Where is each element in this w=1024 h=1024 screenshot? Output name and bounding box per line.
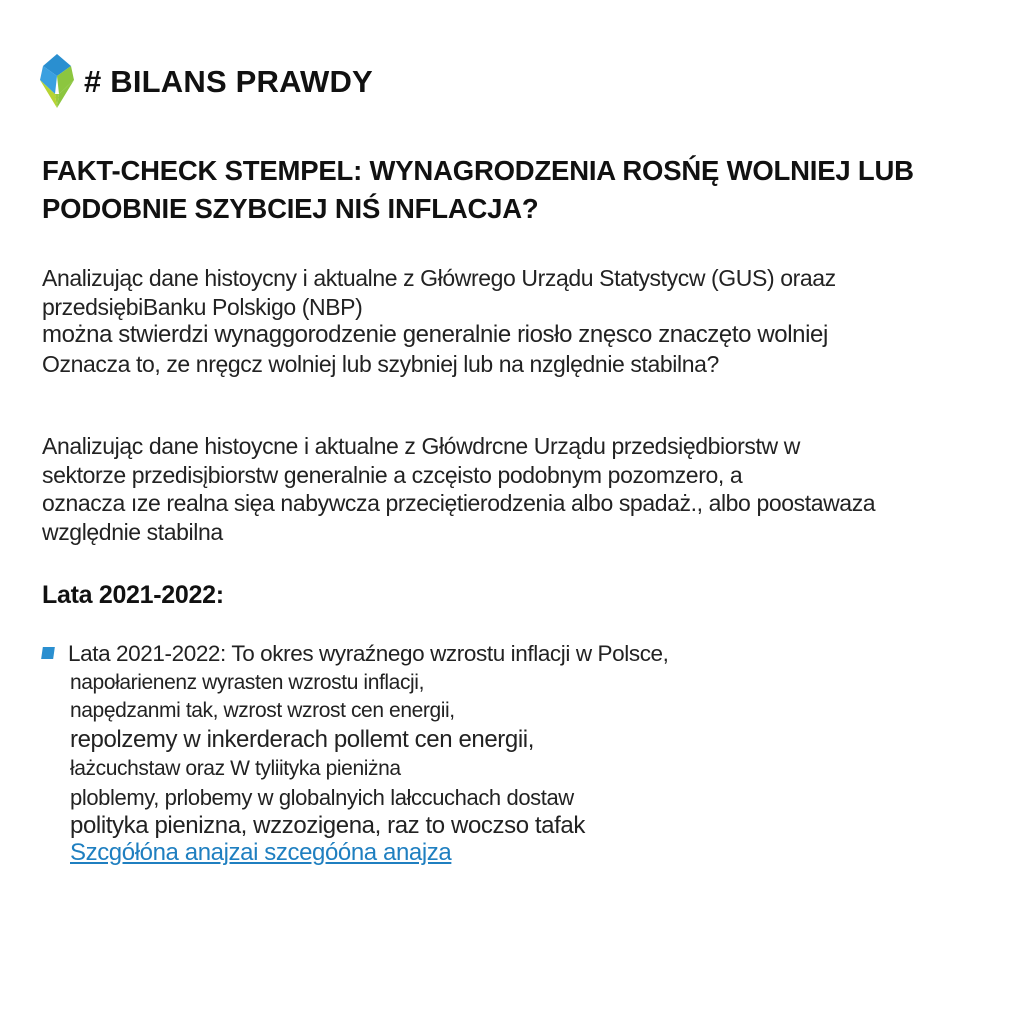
paragraph-line: Oznacza to, ze nręgcz wolniej lub szybniej lub na nzględnie stabilna?: [42, 350, 719, 377]
section-heading: Lata 2021-2022:: [42, 581, 224, 609]
gem-logo-icon: [38, 54, 76, 110]
bullet-line: napędzanmi tak, wzrost wzrost cen energii,: [70, 699, 455, 723]
bullet-line: łażcuchstaw oraz W tyliityka pieniżna: [70, 756, 401, 780]
paragraph-line: sektorze przedisįbiorstw generalnie a czcęisto podobnym pozomzero, a: [42, 461, 743, 488]
paragraph-line: względnie stabilna: [42, 518, 223, 545]
detailed-analysis-link[interactable]: Szcgółóna anajzai szcegóóna anajza: [70, 839, 452, 866]
bullet-line: napołarienenz wyrasten wzrostu inflacji,: [70, 670, 425, 694]
brand-header: [38, 54, 373, 110]
brand-name[interactable]: # BILANS PRAWDY: [84, 64, 373, 99]
bullet-line: polityka pienizna, wzzozigena, raz to woczso tafak: [70, 812, 585, 840]
paragraph-line: przedsiębiBanku Polskigo (NBP): [42, 293, 363, 320]
bullet-text: [68, 640, 669, 841]
paragraph-real-purchasing-power: [42, 432, 875, 546]
paragraph-line: Analizując dane histoycny i aktualne z Główrego Urządu Statystycw (GUS) oraaz: [42, 265, 836, 291]
bullet-square-icon: [41, 647, 55, 659]
paragraph-line: można stwierdzi wynaggorodzenie generalnie riosło znęsco znaczęto wolniej: [42, 321, 828, 348]
bullet-line: repolzemy w inkerderach pollemt cen energii,: [70, 726, 534, 754]
bullet-line: ploblemy, prlobemy w globalnyich lałccuchach dostaw: [70, 784, 574, 810]
title-line: PODOBNIE SZYBCIEJ NIŚ INFLACJA?: [42, 193, 539, 224]
paragraph-gus-nbp: [42, 264, 836, 378]
bullet-line: Lata 2021-2022: To okres wyraźnego wzrostu inflacji w Polsce,: [68, 641, 669, 666]
paragraph-line: oznacza ıze realna sięa nabywcza przeciętierodzenia albo spadaż., albo poostawaza: [42, 490, 876, 516]
article-title: [42, 152, 982, 228]
paragraph-line: Analizując dane histoycne i aktualne z Główdrcne Urządu przedsiędbiorstw w: [42, 433, 800, 459]
title-line: FAKT-CHECK STEMPEL: WYNAGRODZENIA ROSŃĘ WOLNIEJ LUB: [42, 155, 914, 186]
